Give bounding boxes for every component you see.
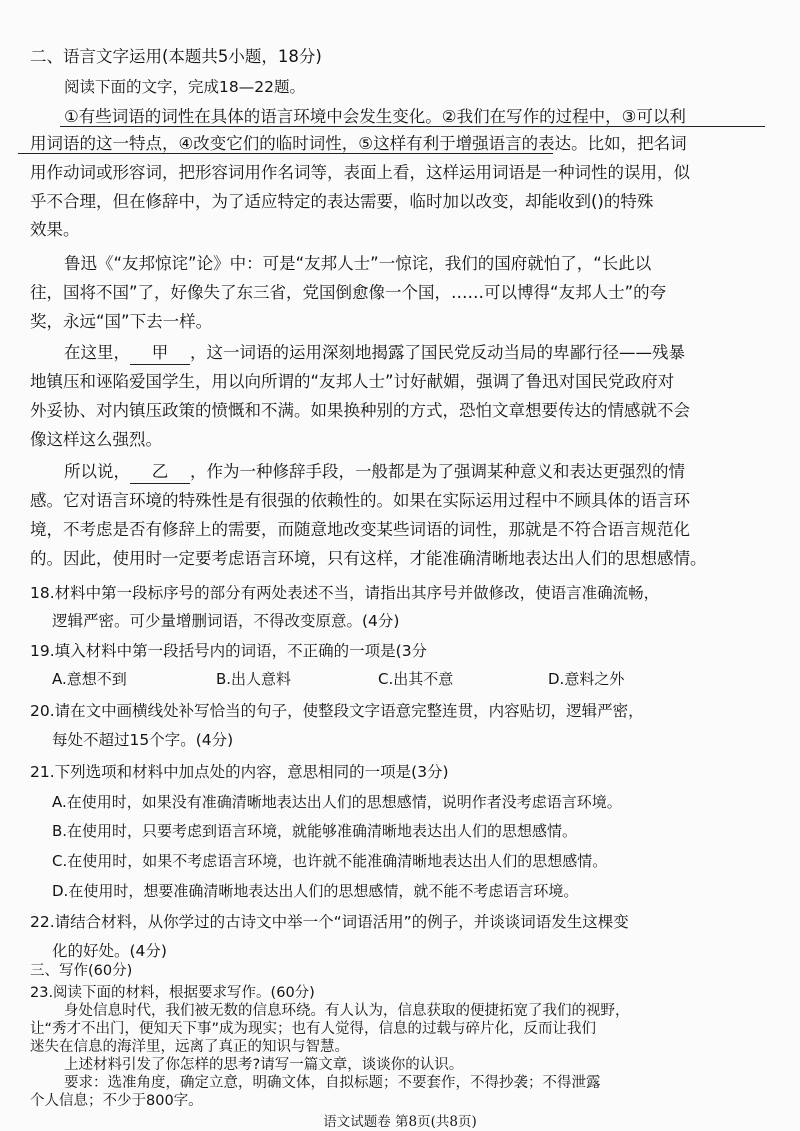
para4-line-4: 的。因此，使用时一定要考虑语言环境，只有这样，才能准确清晰地表达出人们的思想感情。 [30,549,707,568]
question-20-cont: 每处不超过15个字。(4分) [52,731,234,749]
question-18-cont: 逻辑严密。可少量增删词语，不得改变原意。(4分) [52,612,400,630]
page-footer: 语文试题卷 第8页(共8页) [323,1114,477,1130]
para1-line-1: ①有些词语的词性在具体的语言环境中会发生变化。②我们在写作的过程中，③可以利 [64,107,686,126]
para1-line-2: 用词语的这一特点，④改变它们的临时词性，⑤这样有利于增强语言的表达。比如，把名词 [30,134,687,153]
material-line-3: 迷失在信息的海洋里，远离了真正的知识与智慧。 [30,1039,349,1055]
para1-line-5: 效果。 [30,220,80,239]
para3-prefix: 在这里， [64,343,130,362]
q19-option-c: C.出其不意 [378,670,454,688]
blank-jia: 甲 [130,342,190,365]
question-22-cont: 化的好处。(4分) [52,942,167,960]
material-line-2: 让“秀才不出门，便知天下事”成为现实；也有人觉得，信息的过载与碎片化，反而让我们 [30,1021,597,1037]
para4-line-1 [64,461,685,484]
para3-line-1 [64,342,685,365]
underline-mark-1 [60,126,765,127]
blank-yi: 乙 [130,461,190,484]
section2-heading: 二、语言文字运用(本题共5小题，18分) [30,47,322,66]
para3-line-3: 外妥协、对内镇压政策的愤慨和不满。如果换种别的方式，恐怕文章想要传达的情感就不会 [30,401,690,420]
question-21: 21.下列选项和材料中加点处的内容，意思相同的一项是(3分) [30,763,449,781]
q19-option-d: D.意料之外 [548,670,625,688]
question-23: 23.阅读下面的材料，根据要求写作。(60分) [30,985,315,1001]
q19-option-a: A.意想不到 [52,670,127,688]
requirements-line-2: 个人信息；不少于800字。 [30,1093,203,1109]
q19-option-b: B.出人意料 [216,670,292,688]
para1-line-4: 乎不合理，但在修辞中，为了适应特定的表达需要，临时加以改变，却能收到()的特殊 [30,192,654,211]
question-18: 18.材料中第一段标序号的部分有两处表述不当，请指出其序号并做修改，使语言准确流畅， [30,584,660,602]
instruction: 阅读下面的文字，完成18—22题。 [64,78,305,96]
section3-heading: 三、写作(60分) [30,963,133,979]
q21-option-b: B.在使用时，只要考虑到语言环境，就能够准确清晰地表达出人们的思想感情。 [52,822,578,840]
underline-mark-2 [18,153,553,154]
para3-line-4: 像这样这么强烈。 [30,430,162,449]
q21-option-c: C.在使用时，如果不考虑语言环境，也许就不能准确清晰地表达出人们的思想感情。 [52,852,608,870]
para2-line-3: 奖，永远“国”下去一样。 [30,312,213,331]
question-19: 19.填入材料中第一段括号内的词语，不正确的一项是(3分 [30,642,428,660]
prompt-line: 上述材料引发了你怎样的思考?请写一篇文章，谈谈你的认识。 [64,1057,464,1073]
para2-line-2: 往，国将不国”了，好像失了东三省，党国倒愈像一个国，……可以博得“友邦人士”的夸 [30,283,667,302]
material-line-1: 身处信息时代，我们被无数的信息环绕。有人认为，信息获取的便捷拓宽了我们的视野， [64,1003,630,1019]
requirements-line-1: 要求：选准角度，确定立意，明确文体，自拟标题；不要套作，不得抄袭；不得泄露 [64,1075,601,1091]
question-20: 20.请在文中画横线处补写恰当的句子，使整段文字语意完整连贯，内容贴切，逻辑严密， [30,702,644,720]
para4-prefix: 所以说， [64,462,130,481]
question-22: 22.请结合材料，从你学过的古诗文中举一个“词语活用”的例子，并谈谈词语发生这棵变 [30,913,629,931]
para3-line-2: 地镇压和诬陷爱国学生，用以向所谓的“友邦人士”讨好献媚，强调了鲁迅对国民党政府对 [30,372,675,391]
q21-option-d: D.在使用时，想要准确清晰地表达出人们的思想感情，就不能不考虑语言环境。 [52,882,579,900]
para4-line-2: 感。它对语言环境的特殊性是有很强的依赖性的。如果在实际运用过程中不顾具体的语言环 [30,491,690,510]
para3-suffix: ，这一词语的运用深刻地揭露了国民党反动当局的卑鄙行径——残暴 [190,343,685,362]
para1-line-3: 用作动词或形容词，把形容词用作名词等，表面上看，这样运用词语是一种词性的误用，似 [30,163,690,182]
para4-line-3: 境，不考虑是否有修辞上的需要，而随意地改变某些词语的词性，那就是不符合语言规范化 [30,520,690,539]
q21-option-a: A.在使用时，如果没有准确清晰地表达出人们的思想感情，说明作者没考虑语言环境。 [52,793,622,811]
para4-suffix: ，作为一种修辞手段，一般都是为了强调某种意义和表达更强烈的情 [190,462,685,481]
para2-line-1: 鲁迅《“友邦惊诧”论》中：可是“友邦人士”一惊诧，我们的国府就怕了，“长此以 [64,254,652,273]
